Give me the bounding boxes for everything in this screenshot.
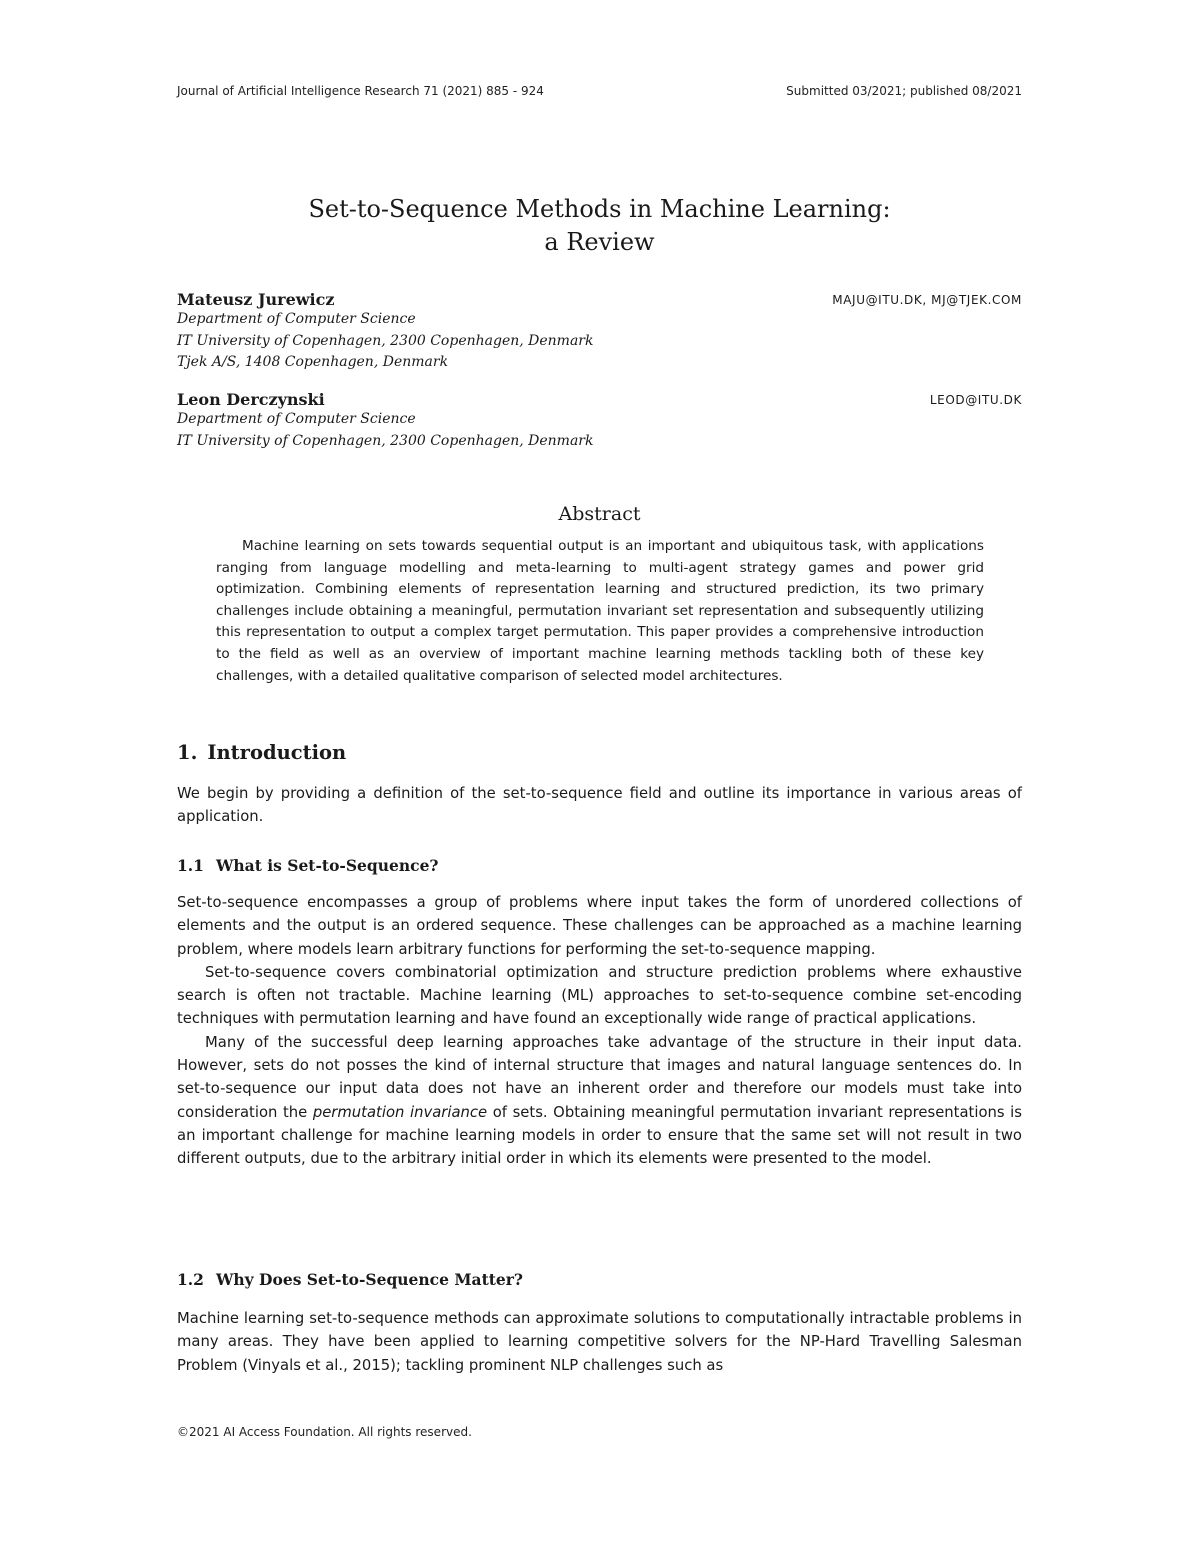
- abstract-text: Machine learning on sets towards sequential output is an important and ubiquitous task, with applications ranging from language modelling and meta-learning to multi-agent strategy games and power grid optimization. Combining elements of representation learning and structured prediction, its two primary challenges include obtaining a meaningful, permutation invariant set representation and subsequently utilizing this representation to output a complex target permutation. This paper provides a comprehensive introduction to the field as well as an overview of important machine learning methods tackling both of these key challenges, with a detailed qualitative comparison of selected model architectures.: [216, 538, 984, 684]
- emphasis-term: permutation invariance: [312, 1103, 488, 1121]
- title-line-1: Set-to-Sequence Methods in Machine Learning:: [308, 195, 891, 223]
- author-name: Leon Derczynski: [177, 390, 325, 409]
- paragraph: We begin by providing a definition of the set-to-sequence field and outline its importance in various areas of application.: [177, 785, 1022, 826]
- section-intro-paragraph: [177, 782, 1022, 829]
- paragraph: Set-to-sequence covers combinatorial optimization and structure prediction problems where exhaustive search is often not tractable. Machine learning (ML) approaches to set-to-sequence combine set-encoding techniques with permutation learning and have found an exceptionally wide range of practical applications.: [177, 963, 1022, 1028]
- title-line-2: a Review: [544, 228, 655, 256]
- subsection-body: [177, 891, 1022, 1171]
- journal-citation: Journal of Artificial Intelligence Research 71 (2021) 885 - 924: [177, 84, 544, 98]
- author-block: [177, 390, 1022, 452]
- subsection-title: Why Does Set-to-Sequence Matter?: [215, 1270, 524, 1289]
- section-title: Introduction: [207, 741, 347, 764]
- paragraph: Set-to-sequence encompasses a group of problems where input takes the form of unordered collections of elements and the output is an ordered sequence. These challenges can be approached as a machine learning problem, where models learn arbitrary functions for performing the set-to-sequence mapping.: [177, 894, 1022, 958]
- subsection-number: 1.2: [177, 1270, 204, 1289]
- author-affiliation: IT University of Copenhagen, 2300 Copenhagen, Denmark: [177, 332, 594, 349]
- author-affiliation: Tjek A/S, 1408 Copenhagen, Denmark: [177, 354, 449, 370]
- author-affiliation: Department of Computer Science: [177, 311, 416, 327]
- section-number: 1.: [177, 741, 198, 764]
- paper-title: [177, 193, 1022, 259]
- abstract-heading: Abstract: [558, 503, 641, 525]
- author-affiliation: Department of Computer Science: [177, 411, 416, 427]
- subsection-body: [177, 1307, 1022, 1377]
- author-name: Mateusz Jurewicz: [177, 290, 335, 309]
- paragraph-text: Many of the successful deep learning approaches take advantage of the structure in their input data. However, sets do not posses the kind of internal structure that images and natural language sentences do. In set-to-sequence our input data does not have an inherent order and therefore our models must take into consideration the: [177, 1033, 1022, 1121]
- paragraph-text: of sets. Obtaining meaningful permutation invariant representations is an important challenge for machine learning models in order to ensure that the same set will not result in two different outputs, due to the arbitrary initial order in which its elements were presented to the model.: [177, 1103, 1022, 1168]
- paragraph: Machine learning set-to-sequence methods can approximate solutions to computationally intractable problems in many areas. They have been applied to learning competitive solvers for the NP-Hard Travelling Salesman Problem (Vinyals et al., 2015); tackling prominent NLP challenges such as: [177, 1310, 1022, 1374]
- author-email[interactable]: MAJU@ITU.DK, MJ@TJEK.COM: [832, 293, 1022, 307]
- paragraph: [177, 1031, 1022, 1171]
- subsection-heading-what-is: [177, 856, 1022, 875]
- author-email[interactable]: LEOD@ITU.DK: [929, 393, 1022, 407]
- author-affiliation: IT University of Copenhagen, 2300 Copenhagen, Denmark: [177, 432, 594, 449]
- subsection-number: 1.1: [177, 856, 204, 875]
- running-head: [177, 84, 1022, 98]
- subsection-heading-why-matter: [177, 1270, 1022, 1289]
- section-heading-introduction: [177, 741, 1022, 764]
- subsection-title: What is Set-to-Sequence?: [215, 856, 439, 875]
- copyright-footer: ©2021 AI Access Foundation. All rights reserved.: [177, 1425, 472, 1439]
- author-block: [177, 290, 1022, 374]
- submission-dates: Submitted 03/2021; published 08/2021: [786, 84, 1022, 98]
